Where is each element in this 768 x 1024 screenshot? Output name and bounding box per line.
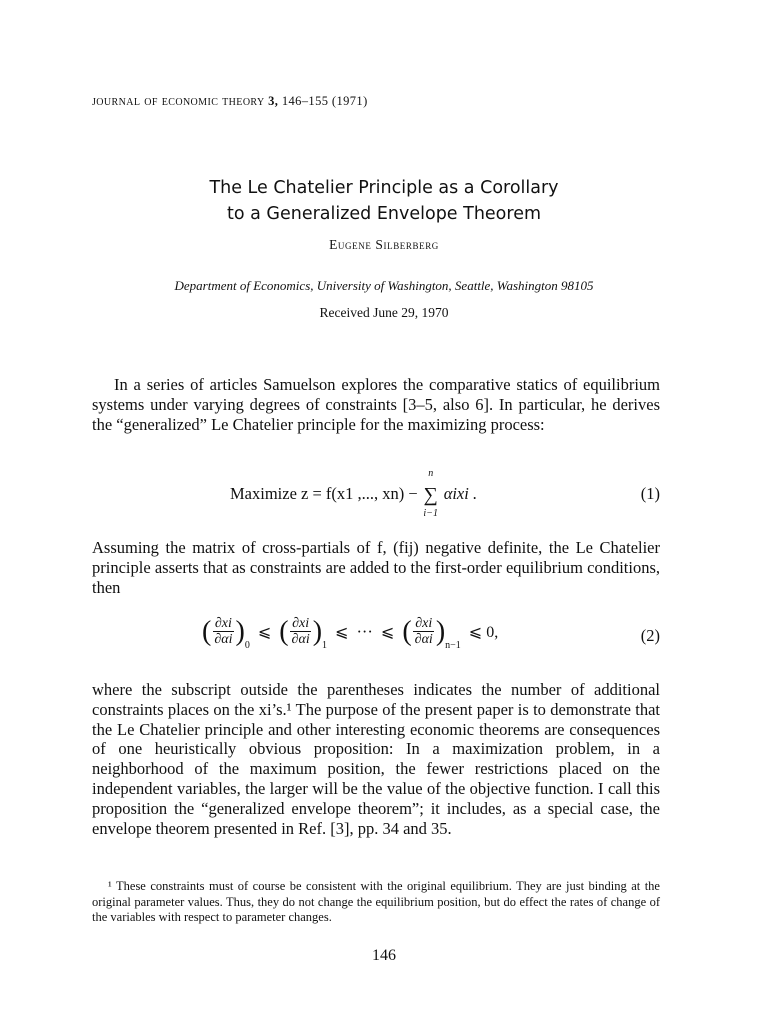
derivative-term-0: ( $\frac{\partial xi}{\partial\alpha i}$ ) 0 [202,615,250,651]
title-line-2: to a Generalized Envelope Theorem [226,204,542,224]
paragraph-main-text: where the subscript outside the parentheses indicates the number of additional constraints places on the xi’s.¹ The purpose of the present paper is to demonstrate that the Le Chatelier principle and other interesting economic theorems are consequences of one heuristically obvious proposition: In a maximization problem, in a neighborhood of the maximum position, the fewer restrictions placed on the independent variables, the larger will be the value of the objective function. I call this proposition the “generalized envelope theorem”; it includes, as a special case, the envelope theorem presented in Ref. [3], pp. 34 and 35. [92,680,660,838]
equation-1 [92,467,660,519]
leq-sign: ⩽ [257,623,272,641]
footnote-text: ¹ These constraints must of course be consistent with the original equilibrium. They are just binding at the original parameter values. Thus, they do not change the equilibrium position, but do effect the rates of change of the variables with respect to parameter changes. [92,879,660,924]
equation-2-tail: ⩽ 0, [468,623,499,641]
sum-lower-limit: i−1 [423,507,438,519]
journal-pages-year: 146–155 (1971) [281,94,368,108]
equation-1-term: αixi . [443,484,478,503]
equation-2-number: (2) [640,626,660,645]
running-header [92,94,368,110]
paragraph-intro [92,375,660,434]
subscript-1: 1 [322,640,328,651]
equation-2-body [202,615,506,651]
derivative-term-1: ( $\frac{\partial xi}{\partial\alpha i}$ ) 1 [279,615,328,651]
subscript-n-minus-1: n−1 [445,640,461,651]
subscript-0: 0 [244,640,250,651]
paragraph-assumption-text: Assuming the matrix of cross-partials of f, (fij) negative definite, the Le Chatelier principle asserts that as constraints are added to the first-order equilibrium conditions, then [92,538,660,597]
journal-name: journal of economic theory [92,94,265,109]
derivative-term-n: ( $\frac{\partial xi}{\partial\alpha i}$ ) n−1 [402,615,461,651]
leq-sign: ⩽ [380,623,395,641]
paragraph-intro-text: In a series of articles Samuelson explores the comparative statics of equilibrium systems under varying degrees of constraints [3–5, also 6]. In particular, he derives the “generalized” Le Chatelier principle for the maximizing process: [92,375,660,434]
ellipsis: ··· [356,621,373,641]
paragraph-assumption [92,538,660,597]
received-date: Received June 29, 1970 [319,305,449,320]
journal-volume: 3, [268,94,279,108]
paper-title [0,175,768,227]
sum-upper-limit: n [428,467,434,479]
author-affiliation: Department of Economics, University of Washington, Seattle, Washington 98105 [174,278,594,293]
equation-1-body [230,467,478,519]
equation-2 [92,612,660,658]
equation-1-number: (1) [640,484,660,503]
sigma-glyph: ∑ [423,483,438,506]
leq-sign: ⩽ [335,623,349,641]
title-line-1: The Le Chatelier Principle as a Corollary [209,178,559,198]
paragraph-main [92,680,660,838]
author-name: Eugene Silberberg [329,237,439,252]
equation-1-lhs: Maximize z = f(x1 ,..., xn) − [230,484,418,503]
page-number: 146 [372,947,396,964]
footnote [92,879,660,926]
summation-symbol [422,467,440,519]
